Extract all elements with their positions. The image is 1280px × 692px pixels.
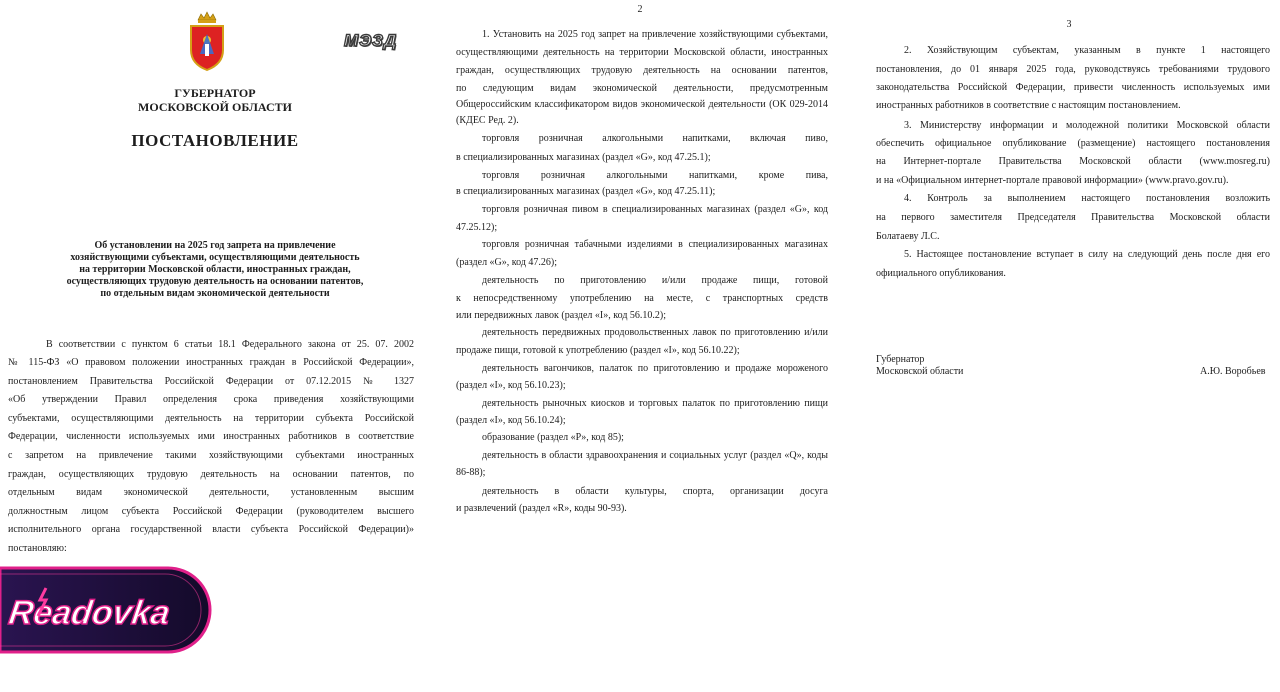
body-line: 2. Хозяйствующим субъектам, указанным в пункте 1 настоящего (904, 45, 1270, 56)
title-line: на территории Московской области, иностранных граждан, (79, 264, 351, 275)
body-line: деятельность в области здравоохранения и социальных услуг (раздел «Q», коды (482, 450, 828, 461)
moscow-oblast-emblem-icon (188, 10, 226, 72)
page-number: 2 (637, 4, 643, 15)
readovka-logo-icon (0, 566, 212, 654)
body-line: 86-88); (456, 467, 486, 478)
signature-title-2: Московской области (876, 366, 964, 377)
body-line: 5. Настоящее постановление вступает в силу на следующий день после дня его (904, 249, 1270, 260)
body-line: обеспечить официальное опубликование (размещение) настоящего постановления (876, 138, 1270, 149)
body-line: официального опубликования. (876, 268, 1006, 279)
body-line: исполнительного органа государственной власти субъекта Российской Федерации)» (8, 524, 414, 535)
body-line: отдельным видам экономической деятельности, установленным высшим (8, 487, 414, 498)
signature-name: А.Ю. Воробьев (1200, 366, 1266, 377)
body-line: 3. Министерству информации и молодежной политики Московской области (904, 120, 1270, 131)
body-line: на Интернет-портале Правительства Московской области (www.mosreg.ru) (876, 156, 1270, 167)
body-line: Федерации, численности используемых ими иностранных работников в соответствие (8, 431, 414, 442)
body-line: «Об утверждении Правил определения срока приведения хозяйствующими (8, 394, 414, 405)
governor-line-2: МОСКОВСКОЙ ОБЛАСТИ (138, 100, 292, 114)
body-line: торговля розничная алкогольными напитками, включая пиво, (482, 133, 828, 144)
body-line: постановляю: (8, 543, 67, 554)
body-line: по следующим видам экономической деятельности, предусмотренным (456, 83, 828, 94)
mezd-stamp: МЭЗД (344, 31, 398, 50)
doc-type: ПОСТАНОВЛЕНИЕ (131, 131, 299, 150)
readovka-wordmark: Readovka (6, 594, 173, 632)
body-line: на первого заместителя Председателя Правительства Московской области (876, 212, 1270, 223)
body-line: субъектами, осуществляющими деятельность на территории субъекта Российской (8, 413, 414, 424)
body-line: и развлечений (раздел «R», коды 90-93). (456, 503, 627, 514)
body-line: постановления, до 01 января 2025 года, руководствуясь требованиями трудового (876, 64, 1270, 75)
body-line: к непосредственному употреблению на месте, с транспортных средств (456, 293, 828, 304)
body-line: (раздел «I», код 56.10.24); (456, 415, 566, 426)
governor-line-1: ГУБЕРНАТОР (174, 86, 256, 100)
body-line: Общероссийским классификатором видов экономической деятельности (ОК 029-2014 (456, 99, 828, 110)
signature-title-1: Губернатор (876, 354, 925, 365)
body-line: должностным лицом субъекта Российской Федерации (руководителем высшего (8, 506, 414, 517)
body-line: торговля розничная пивом в специализированных магазинах (раздел «G», код (482, 204, 828, 215)
title-line: осуществляющих трудовую деятельность на основании патентов, (66, 276, 364, 287)
body-line: № 115-ФЗ «О правовом положении иностранных граждан в Российской Федерации», (8, 357, 414, 368)
body-line: в специализированных магазинах (раздел «G», код 47.25.1); (456, 152, 711, 163)
body-line: граждан, осуществляющих трудовую деятельность на основании патентов, (456, 65, 828, 76)
body-line: или передвижных лавок (раздел «I», код 56.10.2); (456, 310, 667, 321)
body-line: 47.25.12); (456, 222, 498, 233)
body-line: и на «Официальном интернет-портале правовой информации» (www.pravo.gov.ru). (876, 175, 1229, 186)
title-line: по отдельным видам экономической деятельности (100, 288, 330, 299)
body-line: законодательства Российской Федерации, привести численность используемых ими (876, 82, 1270, 93)
body-line: торговля розничная табачными изделиями в специализированных магазинах (482, 239, 828, 250)
body-line: в специализированных магазинах (раздел «G», код 47.25.11); (456, 186, 716, 197)
body-line: с запретом на привлечение такими хозяйствующими субъектами иностранных (8, 450, 414, 461)
readovka-logo (0, 566, 212, 654)
body-line: Болатаеву Л.С. (876, 231, 940, 242)
body-line: продаже пищи, готовой к употреблению (раздел «I», код 56.10.22); (456, 345, 740, 356)
body-line: деятельность вагончиков, палаток по приготовлению и продаже мороженого (482, 363, 828, 374)
body-line: деятельность по приготовлению и/или продаже пищи, готовой (482, 275, 828, 286)
body-line: торговля розничная алкогольными напитками, кроме пива, (482, 170, 828, 181)
title-line: хозяйствующими субъектами, осуществляющими деятельность (70, 252, 360, 263)
body-line: деятельность передвижных продовольственных лавок по приготовлению и/или (482, 327, 828, 338)
body-line: 1. Установить на 2025 год запрет на привлечение хозяйствующими субъектами, (482, 29, 828, 40)
document-page-3 (858, 0, 1280, 692)
body-line: 4. Контроль за выполнением настоящего постановления возложить (904, 193, 1270, 204)
body-line: образование (раздел «P», код 85); (482, 432, 624, 443)
body-line: деятельность в области культуры, спорта, организации досуга (482, 486, 828, 497)
body-line: (КДЕС Ред. 2). (456, 115, 519, 126)
body-line: деятельность рыночных киосков и торговых палаток по приготовлению пищи (482, 398, 828, 409)
body-line: (раздел «G», код 47.26); (456, 257, 558, 268)
page-number: 3 (1066, 19, 1072, 30)
body-line: осуществляющими деятельность на территории Московской области, иностранных (456, 47, 828, 58)
body-line: граждан, осуществляющих трудовую деятельность на основании патентов, по (8, 469, 414, 480)
body-line: В соответствии с пунктом 6 статьи 18.1 Федерального закона от 25. 07. 2002 (46, 339, 414, 350)
title-line: Об установлении на 2025 год запрета на привлечение (94, 240, 336, 251)
body-line: постановлением Правительства Российской Федерации от 07.12.2015 № 1327 (8, 376, 414, 387)
document-page-2 (440, 0, 840, 692)
body-line: (раздел «I», код 56.10.23); (456, 380, 566, 391)
body-line: иностранных работников в соответствие с настоящим постановлением. (876, 100, 1181, 111)
